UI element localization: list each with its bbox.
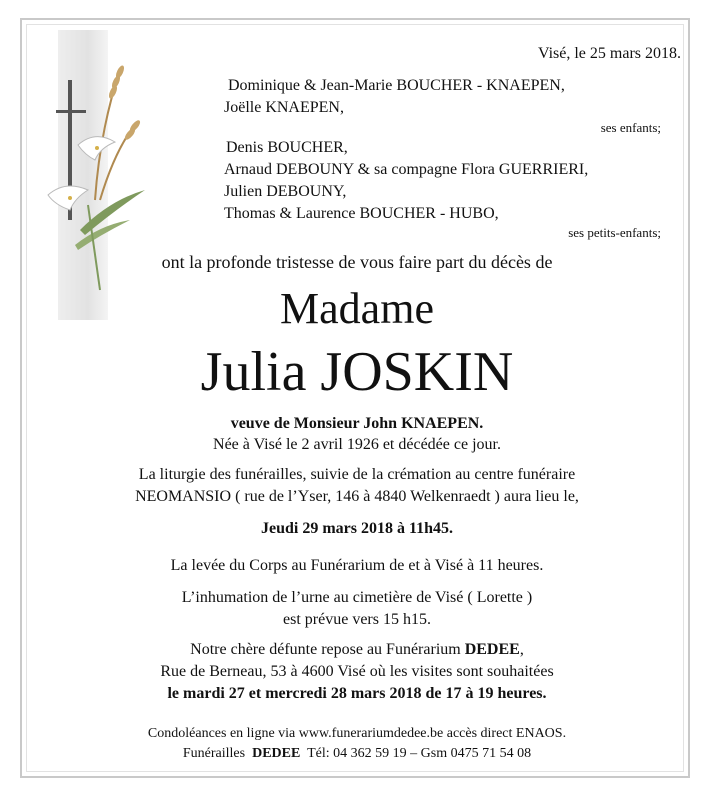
levee-text: La levée du Corps au Funérarium de et à Visé à 11 heures. [170, 557, 544, 574]
condolences-line: Condoléances en ligne via www.funerariumdedee.be accès direct ENAOS. [147, 726, 567, 741]
visits-line-3: le mardi 27 et mercredi 28 mars 2018 de 17 à 19 heures. [167, 685, 547, 702]
ceremony-line-1: La liturgie des funérailles, suivie de la crémation au centre funéraire [138, 466, 576, 483]
visits-line-1-prefix: Notre chère défunte repose au Funérarium [190, 641, 465, 658]
children-line-2: Joëlle KNAEPEN, [224, 99, 344, 116]
announcement: ont la profonde tristesse de vous faire part du décès de [161, 252, 553, 272]
burial-line-1: L’inhumation de l’urne au cimetière de Visé ( Lorette ) [181, 589, 533, 606]
visits-line-1-suffix: , [519, 641, 524, 658]
contact-prefix: Funérailles [182, 746, 253, 761]
place-date: Visé, le 25 mars 2018. [537, 45, 681, 62]
ceremony-line-2: NEOMANSIO ( rue de l’Yser, 146 à 4840 Welkenraedt ) aura lieu le, [135, 488, 579, 505]
visits-line-1 [0, 640, 714, 660]
deceased-title: Madame [280, 284, 434, 333]
contact-phones: Tél: 04 362 59 19 – Gsm 0475 71 54 08 [300, 746, 532, 761]
children-line-1: Dominique & Jean-Marie BOUCHER - KNAEPEN, [228, 77, 565, 94]
contact-funeral-home: DEDEE [252, 746, 301, 761]
birth-death: Née à Visé le 2 avril 1926 et décédée ce jour. [213, 436, 501, 453]
visits-line-2: Rue de Berneau, 53 à 4600 Visé où les visites sont souhaitées [160, 663, 554, 680]
cross-lily-wheat-icon [40, 30, 150, 320]
burial-line-2: est prévue vers 15 h15. [283, 611, 431, 628]
grandchild-line-4: Thomas & Laurence BOUCHER - HUBO, [224, 205, 499, 222]
grandchild-line-2: Arnaud DEBOUNY & sa compagne Flora GUERRIERI, [224, 161, 589, 178]
children-label: ses enfants; [600, 120, 661, 135]
widow-of: veuve de Monsieur John KNAEPEN. [230, 415, 484, 432]
funeral-home-name: DEDEE [464, 641, 520, 658]
grandchildren-label: ses petits-enfants; [568, 225, 661, 240]
grandchild-line-3: Julien DEBOUNY, [224, 183, 347, 200]
ceremony-date: Jeudi 29 mars 2018 à 11h45. [260, 520, 453, 537]
grandchild-line-1: Denis BOUCHER, [226, 139, 348, 156]
contact-line [0, 745, 714, 763]
deceased-name: Julia JOSKIN [200, 341, 514, 403]
